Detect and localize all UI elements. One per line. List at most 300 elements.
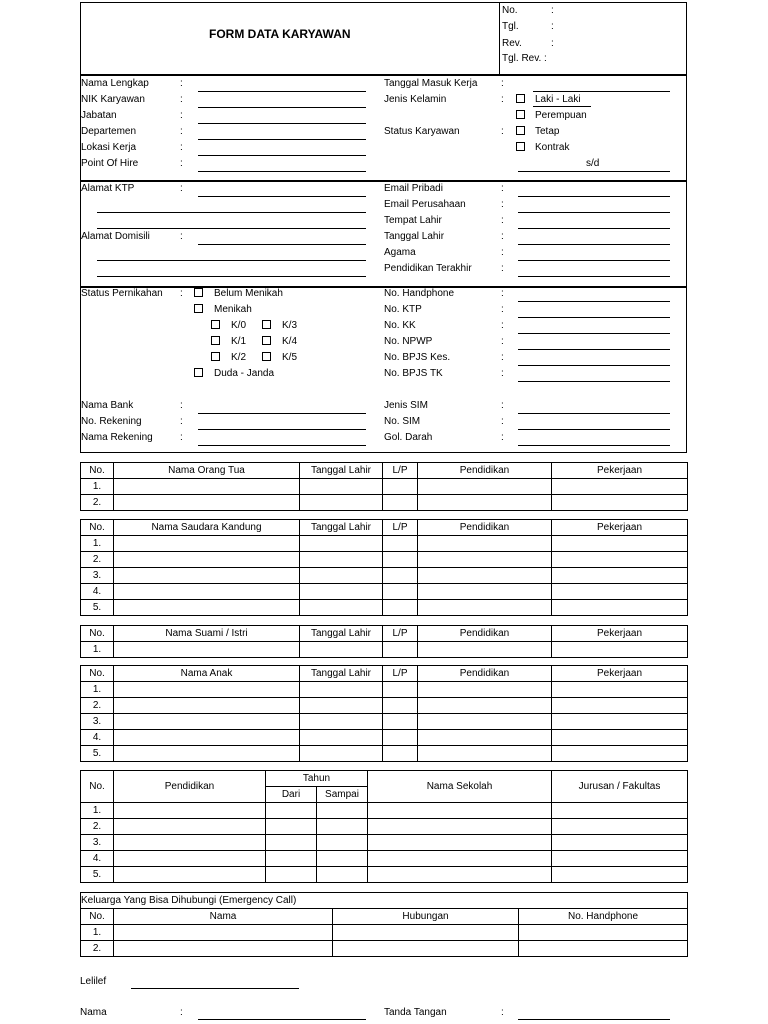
jenis-sim-field[interactable] <box>518 413 670 414</box>
header-pendidikan: Pendidikan <box>114 771 266 803</box>
alamat-domisili-field-1[interactable] <box>198 244 366 245</box>
label-status-karyawan: Status Karyawan <box>384 126 460 137</box>
label-agama: Agama <box>384 247 416 258</box>
bpjs-kes-field[interactable] <box>518 365 670 366</box>
bpjs-tk-field[interactable] <box>518 381 670 382</box>
cell[interactable] <box>552 851 688 867</box>
cell[interactable] <box>383 552 418 568</box>
meta-rev-label: Rev. <box>502 38 522 49</box>
sep: : <box>501 126 504 137</box>
cell[interactable] <box>114 835 266 851</box>
cell[interactable] <box>418 536 552 552</box>
label-tanggal-masuk: Tanggal Masuk Kerja <box>384 78 478 89</box>
tanggal-masuk-field[interactable] <box>533 91 670 92</box>
cell[interactable] <box>114 495 300 511</box>
cell[interactable] <box>552 803 688 819</box>
duda-janda-label: Duda - Janda <box>214 368 275 379</box>
meta-tglrev-label: Tgl. Rev. : <box>502 53 547 64</box>
table-row <box>81 495 688 511</box>
header-lp: L/P <box>383 463 418 479</box>
cell[interactable] <box>552 730 688 746</box>
row-number: 3. <box>81 568 114 584</box>
sep: : <box>180 110 183 121</box>
cell[interactable] <box>114 479 300 495</box>
cell[interactable] <box>300 714 383 730</box>
table-row <box>81 536 688 552</box>
sep: : <box>501 78 504 89</box>
tetap-checkbox[interactable] <box>516 126 525 135</box>
cell[interactable] <box>333 925 519 941</box>
sep: : <box>180 126 183 137</box>
cell[interactable] <box>418 552 552 568</box>
header-dari: Dari <box>266 787 317 803</box>
header-no: No. <box>81 666 114 682</box>
cell[interactable] <box>552 479 688 495</box>
cell[interactable] <box>552 568 688 584</box>
row-number: 1. <box>81 536 114 552</box>
k1-checkbox[interactable] <box>211 336 220 345</box>
table-anak <box>80 665 688 762</box>
sep: : <box>180 94 183 105</box>
header-pekerjaan: Pekerjaan <box>552 666 688 682</box>
label-npwp: No. NPWP <box>384 336 433 347</box>
email-perusahaan-field[interactable] <box>518 212 670 213</box>
table-orang-tua <box>80 462 688 511</box>
table-saudara <box>80 519 688 616</box>
cell[interactable] <box>114 682 300 698</box>
header-pendidikan: Pendidikan <box>418 626 552 642</box>
table-pendidikan <box>80 770 688 883</box>
sep: : <box>180 158 183 169</box>
cell[interactable] <box>114 600 300 616</box>
cell[interactable] <box>300 479 383 495</box>
cell[interactable] <box>300 746 383 762</box>
header-divider <box>499 2 500 75</box>
header-no: No. <box>81 909 114 925</box>
header-pendidikan: Pendidikan <box>418 463 552 479</box>
cell[interactable] <box>418 642 552 658</box>
cell[interactable] <box>114 803 266 819</box>
sep: : <box>180 78 183 89</box>
k4-checkbox[interactable] <box>262 336 271 345</box>
cell[interactable] <box>552 495 688 511</box>
label-tempat-lahir: Tempat Lahir <box>384 215 442 226</box>
sep: : <box>501 368 504 379</box>
header-pendidikan: Pendidikan <box>418 666 552 682</box>
emergency-title: Keluarga Yang Bisa Dihubungi (Emergency Call) <box>81 893 688 909</box>
k0-label: K/0 <box>231 320 247 331</box>
cell[interactable] <box>114 941 333 957</box>
perempuan-label: Perempuan <box>535 110 587 121</box>
table-row <box>81 584 688 600</box>
cell[interactable] <box>383 746 418 762</box>
footer-nama-field[interactable] <box>198 1019 366 1020</box>
kontrak-checkbox[interactable] <box>516 142 525 151</box>
departemen-field[interactable] <box>198 139 366 140</box>
tanda-tangan-label: Tanda Tangan <box>384 1007 447 1018</box>
sep: : <box>180 1007 183 1018</box>
label-bpjs-kes: No. BPJS Kes. <box>384 352 451 363</box>
header-jurusan: Jurusan / Fakultas <box>552 771 688 803</box>
cell[interactable] <box>300 730 383 746</box>
header-tanggal-lahir: Tanggal Lahir <box>300 520 383 536</box>
header-lp: L/P <box>383 520 418 536</box>
header-nama: Nama Anak <box>114 666 300 682</box>
gol-darah-field[interactable] <box>518 445 670 446</box>
table-row <box>81 867 688 883</box>
cell[interactable] <box>418 698 552 714</box>
label-gol-darah: Gol. Darah <box>384 432 433 443</box>
table-row <box>81 851 688 867</box>
cell[interactable] <box>114 568 300 584</box>
table-row <box>81 819 688 835</box>
cell[interactable] <box>333 941 519 957</box>
cell[interactable] <box>300 552 383 568</box>
table-row <box>81 835 688 851</box>
cell[interactable] <box>552 682 688 698</box>
label-tanggal-lahir: Tanggal Lahir <box>384 231 445 242</box>
table-header <box>81 909 688 925</box>
table-row <box>81 568 688 584</box>
nik-field[interactable] <box>198 107 366 108</box>
label-alamat-domisili: Alamat Domisili <box>81 231 150 242</box>
laki-label: Laki - Laki <box>535 94 581 105</box>
label-nama-lengkap: Nama Lengkap <box>81 78 149 89</box>
header-pekerjaan: Pekerjaan <box>552 626 688 642</box>
sep: : <box>180 416 183 427</box>
cell[interactable] <box>418 495 552 511</box>
label-nik: NIK Karyawan <box>81 94 145 105</box>
sep: : <box>180 432 183 443</box>
row-number: 2. <box>81 552 114 568</box>
table-row <box>81 479 688 495</box>
table-header <box>81 463 688 479</box>
cell[interactable] <box>317 835 368 851</box>
jabatan-field[interactable] <box>198 123 366 124</box>
place-date-field[interactable] <box>131 988 299 989</box>
sep: : <box>501 352 504 363</box>
laki-underline <box>533 106 591 107</box>
sep: : <box>501 320 504 331</box>
cell[interactable] <box>114 698 300 714</box>
cell[interactable] <box>300 642 383 658</box>
tetap-label: Tetap <box>535 126 560 137</box>
label-email-pribadi: Email Pribadi <box>384 183 443 194</box>
cell[interactable] <box>114 925 333 941</box>
cell[interactable] <box>383 495 418 511</box>
cell[interactable] <box>552 584 688 600</box>
label-jenis-kelamin: Jenis Kelamin <box>384 94 447 105</box>
row-number: 1. <box>81 803 114 819</box>
sep: : <box>501 231 504 242</box>
header-nama: Nama Saudara Kandung <box>114 520 300 536</box>
cell[interactable] <box>418 682 552 698</box>
cell[interactable] <box>552 698 688 714</box>
tempat-lahir-field[interactable] <box>518 228 670 229</box>
table-emergency <box>80 892 688 957</box>
header-lp: L/P <box>383 666 418 682</box>
cell[interactable] <box>317 819 368 835</box>
table-row <box>81 552 688 568</box>
sep: : <box>180 183 183 194</box>
cell[interactable] <box>300 584 383 600</box>
table-header <box>81 771 688 787</box>
cell[interactable] <box>300 600 383 616</box>
tanda-tangan-field[interactable] <box>518 1019 670 1020</box>
form-header <box>80 2 687 75</box>
cell[interactable] <box>418 600 552 616</box>
row-number: 5. <box>81 746 114 762</box>
header-pekerjaan: Pekerjaan <box>552 520 688 536</box>
row-number: 4. <box>81 584 114 600</box>
cell[interactable] <box>383 479 418 495</box>
label-departemen: Departemen <box>81 126 137 137</box>
cell[interactable] <box>383 730 418 746</box>
table-row <box>81 746 688 762</box>
alamat-ktp-field-2[interactable] <box>97 212 366 213</box>
menikah-label: Menikah <box>214 304 252 315</box>
k2-checkbox[interactable] <box>211 352 220 361</box>
sep: : <box>501 183 504 194</box>
cell[interactable] <box>300 568 383 584</box>
cell[interactable] <box>317 867 368 883</box>
header-tahun: Tahun <box>266 771 368 787</box>
cell[interactable] <box>418 568 552 584</box>
table-row <box>81 925 688 941</box>
meta-tgl-sep: : <box>551 21 554 32</box>
row-number: 1. <box>81 479 114 495</box>
cell[interactable] <box>114 730 300 746</box>
handphone-field[interactable] <box>518 301 670 302</box>
cell[interactable] <box>418 714 552 730</box>
sep: : <box>180 400 183 411</box>
cell[interactable] <box>266 867 317 883</box>
cell[interactable] <box>114 851 266 867</box>
table-row <box>81 730 688 746</box>
sep: : <box>501 215 504 226</box>
alamat-domisili-field-2[interactable] <box>97 260 366 261</box>
table-header <box>81 626 688 642</box>
poh-field[interactable] <box>198 171 366 172</box>
header-pekerjaan: Pekerjaan <box>552 463 688 479</box>
no-ktp-field[interactable] <box>518 317 670 318</box>
row-number: 1. <box>81 682 114 698</box>
label-lokasi: Lokasi Kerja <box>81 142 137 153</box>
email-pribadi-field[interactable] <box>518 196 670 197</box>
label-email-perusahaan: Email Perusahaan <box>384 199 466 210</box>
k5-label: K/5 <box>282 352 298 363</box>
cell[interactable] <box>383 584 418 600</box>
cell[interactable] <box>300 682 383 698</box>
sd-label: s/d <box>586 158 600 169</box>
cell[interactable] <box>114 536 300 552</box>
cell[interactable] <box>266 835 317 851</box>
header-nama: Nama Suami / Istri <box>114 626 300 642</box>
nama-bank-field[interactable] <box>198 413 366 414</box>
table-row <box>81 803 688 819</box>
row-number: 3. <box>81 835 114 851</box>
cell[interactable] <box>383 642 418 658</box>
cell[interactable] <box>317 851 368 867</box>
sep: : <box>501 432 504 443</box>
cell[interactable] <box>114 867 266 883</box>
row-number: 4. <box>81 851 114 867</box>
cell[interactable] <box>114 552 300 568</box>
cell[interactable] <box>114 746 300 762</box>
cell[interactable] <box>368 835 552 851</box>
cell[interactable] <box>552 819 688 835</box>
place-label: Lelilef <box>80 976 107 987</box>
cell[interactable] <box>383 682 418 698</box>
no-kk-field[interactable] <box>518 333 670 334</box>
cell[interactable] <box>368 867 552 883</box>
sep: : <box>501 247 504 258</box>
menikah-checkbox[interactable] <box>194 304 203 313</box>
duda-janda-checkbox[interactable] <box>194 368 203 377</box>
table-row <box>81 682 688 698</box>
label-pendidikan-terakhir: Pendidikan Terakhir <box>384 263 472 274</box>
row-number: 5. <box>81 600 114 616</box>
alamat-ktp-field-1[interactable] <box>198 196 366 197</box>
lokasi-field[interactable] <box>198 155 366 156</box>
label-alamat-ktp: Alamat KTP <box>81 183 135 194</box>
cell[interactable] <box>317 803 368 819</box>
header-pendidikan: Pendidikan <box>418 520 552 536</box>
label-bpjs-tk: No. BPJS TK <box>384 368 443 379</box>
no-sim-field[interactable] <box>518 429 670 430</box>
table-header <box>81 666 688 682</box>
k5-checkbox[interactable] <box>262 352 271 361</box>
belum-menikah-label: Belum Menikah <box>214 288 283 299</box>
cell[interactable] <box>519 941 688 957</box>
cell[interactable] <box>552 552 688 568</box>
kontrak-period-field[interactable] <box>518 171 670 172</box>
cell[interactable] <box>368 803 552 819</box>
sep: : <box>180 142 183 153</box>
nama-lengkap-field[interactable] <box>198 91 366 92</box>
header-no: No. <box>81 520 114 536</box>
row-number: 3. <box>81 714 114 730</box>
cell[interactable] <box>552 536 688 552</box>
pendidikan-terakhir-field[interactable] <box>518 276 670 277</box>
row-number: 1. <box>81 925 114 941</box>
header-hubungan: Hubungan <box>333 909 519 925</box>
label-jabatan: Jabatan <box>81 110 117 121</box>
alamat-ktp-field-3[interactable] <box>97 228 366 229</box>
label-nama-bank: Nama Bank <box>81 400 134 411</box>
sep: : <box>501 94 504 105</box>
cell[interactable] <box>418 730 552 746</box>
label-no-rekening: No. Rekening <box>81 416 142 427</box>
laki-checkbox[interactable] <box>516 94 525 103</box>
k0-checkbox[interactable] <box>211 320 220 329</box>
cell[interactable] <box>114 819 266 835</box>
row-number: 2. <box>81 495 114 511</box>
cell[interactable] <box>368 851 552 867</box>
no-rekening-field[interactable] <box>198 429 366 430</box>
label-handphone: No. Handphone <box>384 288 455 299</box>
label-no-sim: No. SIM <box>384 416 421 427</box>
cell[interactable] <box>519 925 688 941</box>
k2-label: K/2 <box>231 352 247 363</box>
cell[interactable] <box>383 714 418 730</box>
cell[interactable] <box>552 600 688 616</box>
cell[interactable] <box>552 714 688 730</box>
cell[interactable] <box>266 803 317 819</box>
cell[interactable] <box>114 714 300 730</box>
cell[interactable] <box>368 819 552 835</box>
cell[interactable] <box>266 851 317 867</box>
row-number: 2. <box>81 941 114 957</box>
row-number: 2. <box>81 819 114 835</box>
cell[interactable] <box>300 495 383 511</box>
npwp-field[interactable] <box>518 349 670 350</box>
cell[interactable] <box>300 536 383 552</box>
perempuan-checkbox[interactable] <box>516 110 525 119</box>
cell[interactable] <box>383 698 418 714</box>
row-number: 4. <box>81 730 114 746</box>
cell[interactable] <box>114 584 300 600</box>
sep: : <box>501 336 504 347</box>
cell[interactable] <box>383 536 418 552</box>
cell[interactable] <box>552 835 688 851</box>
alamat-domisili-field-3[interactable] <box>97 276 366 277</box>
table-row <box>81 642 688 658</box>
k3-label: K/3 <box>282 320 298 331</box>
table-header <box>81 520 688 536</box>
cell[interactable] <box>552 867 688 883</box>
sep: : <box>501 199 504 210</box>
header-sampai: Sampai <box>317 787 368 803</box>
sep: : <box>501 304 504 315</box>
kontrak-label: Kontrak <box>535 142 570 153</box>
cell[interactable] <box>552 642 688 658</box>
cell[interactable] <box>266 819 317 835</box>
cell[interactable] <box>300 698 383 714</box>
row-number: 1. <box>81 642 114 658</box>
table-suami-istri <box>80 625 688 658</box>
sep: : <box>501 1007 504 1018</box>
sep: : <box>501 400 504 411</box>
cell[interactable] <box>552 746 688 762</box>
header-nama: Nama Orang Tua <box>114 463 300 479</box>
cell[interactable] <box>383 600 418 616</box>
header-no: No. <box>81 463 114 479</box>
sep: : <box>501 263 504 274</box>
header-nama-sekolah: Nama Sekolah <box>368 771 552 803</box>
cell[interactable] <box>418 479 552 495</box>
label-no-kk: No. KK <box>384 320 416 331</box>
cell[interactable] <box>418 584 552 600</box>
sep: : <box>180 288 183 299</box>
cell[interactable] <box>418 746 552 762</box>
sep: : <box>180 231 183 242</box>
cell[interactable] <box>383 568 418 584</box>
table-title-row <box>81 893 688 909</box>
tanggal-lahir-field[interactable] <box>518 244 670 245</box>
cell[interactable] <box>114 642 300 658</box>
header-tanggal-lahir: Tanggal Lahir <box>300 626 383 642</box>
table-row <box>81 941 688 957</box>
k1-label: K/1 <box>231 336 247 347</box>
nama-rekening-field[interactable] <box>198 445 366 446</box>
k3-checkbox[interactable] <box>262 320 271 329</box>
table-row <box>81 698 688 714</box>
k4-label: K/4 <box>282 336 298 347</box>
belum-menikah-checkbox[interactable] <box>194 288 203 297</box>
label-poh: Point Of Hire <box>81 158 139 169</box>
agama-field[interactable] <box>518 260 670 261</box>
